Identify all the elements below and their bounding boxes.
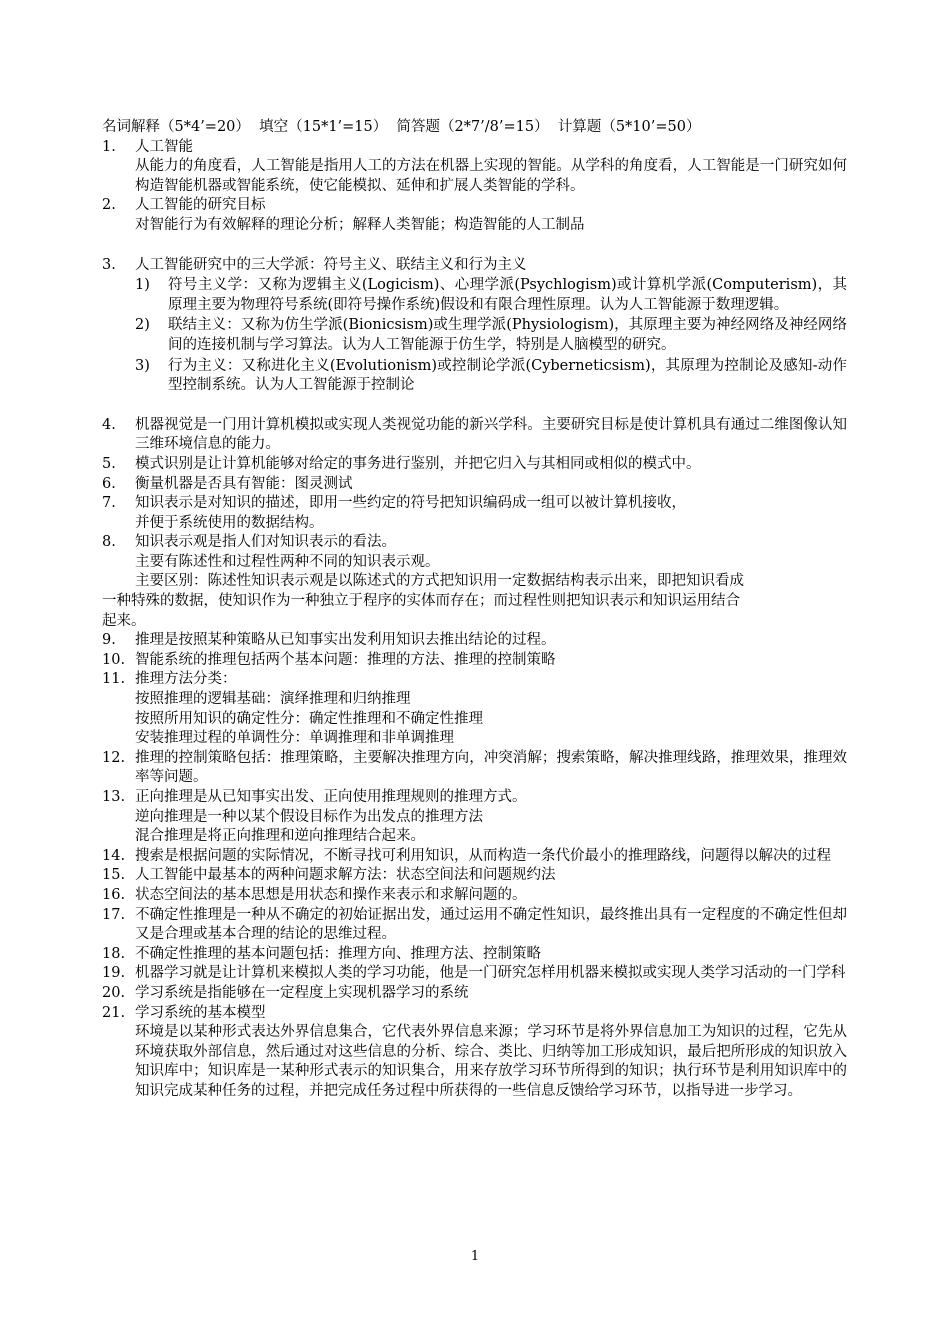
item-number: 20. bbox=[102, 984, 126, 1001]
item-title: 正向推理是从已知事实出发、正向使用推理规则的推理方式。 bbox=[135, 789, 527, 805]
item-text: 机器视觉是一门用计算机模拟或实现人类视觉功能的新兴学科。主要研究目标是使计算机具有通过二维图像认知三维环境信息的能力。 bbox=[135, 416, 847, 453]
item-text-line: 主要区别：陈述性知识表示观是以陈述式的方式把知识用一定数据结构表示出来，即把知识看成 bbox=[135, 573, 744, 590]
item-body: 环境是以某种形式表达外界信息集合，它代表外界信息来源；学习环节是将外界信息加工为知识的过程，它先从环境获取外部信息，然后通过对这些信息的分析、综合、类比、归纳等加工形成知识，最后把所形成的知识放入知识库中；知识库是一某种形式表示的知识集合，用来存放学习环节所得到的知识；执行环节是利用知识库中的知识完成某种任务的过程，并把完成任务过程中所获得的一些信息反馈给学习环节，以指导进一步学习。 bbox=[135, 1024, 847, 1099]
sub-item-text: 符号主义学：又称为逻辑主义(Logicism)、心理学派(Psychlogism)或计算机学派(Computerism)，其原理主要为物理符号系统(即符号操作系统)假设和有限合理性原理。认为人工智能源于数理逻辑。 bbox=[168, 277, 847, 313]
item-text: 搜索是根据问题的实际情况，不断寻找可利用知识，从而构造一条代价最小的推理路线，问题得以解决的过程 bbox=[135, 847, 831, 864]
item-text: 人工智能中最基本的两种问题求解方法：状态空间法和问题规约法 bbox=[135, 867, 556, 884]
item-number: 16. bbox=[102, 886, 126, 903]
list-item bbox=[102, 788, 847, 847]
item-text: 不确定性推理是一种从不确定的初始证据出发，通过运用不确定性知识，最终推出具有一定程度的不确定性但却又是合理或基本合理的结论的思维过程。 bbox=[135, 906, 847, 943]
item-text-line: 混合推理是将正向推理和逆向推理结合起来。 bbox=[135, 828, 425, 845]
sub-item-text: 行为主义：又称进化主义(Evolutionism)或控制论学派(Cyberneticsism)，其原理为控制论及感知-动作型控制系统。认为人工智能源于控制论 bbox=[168, 357, 847, 394]
item-text-line: 逆向推理是一种以某个假设目标作为出发点的推理方法 bbox=[135, 808, 483, 825]
item-text-line: 一种特殊的数据，使知识作为一种独立于程序的实体而存在；而过程性则把知识表示和知识运用结合 bbox=[102, 593, 740, 610]
item-number: 2. bbox=[102, 197, 116, 214]
sub-item-text: 联结主义：又称为仿生学派(Bionicsism)或生理学派(Physiologism)，其原理主要为神经网络及神经网络间的连接机制与学习算法。认为人工智能源于仿生学，特别是人脑模型的研究。 bbox=[168, 317, 847, 353]
sub-item bbox=[135, 276, 847, 315]
sub-item bbox=[135, 316, 847, 355]
sub-item bbox=[135, 357, 847, 396]
item-number: 21. bbox=[102, 1004, 126, 1021]
item-title: 人工智能的研究目标 bbox=[135, 197, 266, 214]
item-number: 3. bbox=[102, 256, 116, 273]
list-item bbox=[102, 455, 847, 475]
item-title: 学习系统的基本模型 bbox=[135, 1004, 266, 1021]
item-body: 对智能行为有效解释的理论分析；解释人类智能；构造智能的人工制品 bbox=[135, 216, 585, 233]
item-text-line: 按照推理的逻辑基础：演绎推理和归纳推理 bbox=[135, 691, 411, 708]
item-number: 14. bbox=[102, 847, 126, 864]
item-number: 17. bbox=[102, 906, 126, 923]
sub-item-number: 2) bbox=[135, 317, 150, 334]
list-item bbox=[102, 886, 847, 906]
item-number: 8. bbox=[102, 534, 116, 551]
list-item bbox=[102, 196, 847, 235]
item-title: 推理方法分类： bbox=[135, 671, 237, 688]
item-body: 从能力的角度看，人工智能是指用人工的方法在机器上实现的智能。从学科的角度看，人工智能是一门研究如何构造智能机器或智能系统，使它能模拟、延伸和扩展人类智能的学科。 bbox=[135, 158, 847, 194]
item-title: 人工智能 bbox=[135, 138, 193, 155]
list-item bbox=[102, 749, 847, 788]
item-text: 衡量机器是否具有智能：图灵测试 bbox=[135, 475, 353, 492]
list-item bbox=[102, 631, 847, 651]
item-number: 9. bbox=[102, 632, 116, 649]
page-number: 1 bbox=[470, 1249, 480, 1264]
item-number: 10. bbox=[102, 651, 126, 668]
item-text-line: 知识表示观是指人们对知识表示的看法。 bbox=[135, 534, 396, 551]
item-text: 推理是按照某种策略从已知事实出发利用知识去推出结论的过程。 bbox=[135, 632, 556, 649]
item-number: 6. bbox=[102, 475, 116, 492]
item-text-line: 安装推理过程的单调性分：单调推理和非单调推理 bbox=[135, 730, 454, 747]
list-item bbox=[102, 256, 847, 396]
exam-score-header: 名词解释（5*4’=20） 填空（15*1’=15） 简答题（2*7’/8’=15） 计算题（5*10’=50） bbox=[102, 119, 701, 135]
list-item bbox=[102, 945, 847, 965]
item-text-line: 知识表示是对知识的描述，即用一些约定的符号把知识编码成一组可以被计算机接收， bbox=[135, 495, 686, 512]
item-text-line: 起来。 bbox=[102, 612, 146, 629]
item-text-line: 主要有陈述性和过程性两种不同的知识表示观。 bbox=[135, 553, 440, 570]
document-body bbox=[102, 118, 847, 1102]
list-item bbox=[102, 494, 847, 533]
item-text-line: 并便于系统使用的数据结构。 bbox=[135, 514, 324, 531]
list-item bbox=[102, 984, 847, 1004]
item-title: 人工智能研究中的三大学派：符号主义、联结主义和行为主义 bbox=[135, 256, 527, 273]
item-number: 15. bbox=[102, 867, 126, 884]
list-item bbox=[102, 866, 847, 886]
item-text: 状态空间法的基本思想是用状态和操作来表示和求解问题的。 bbox=[135, 886, 527, 903]
list-item bbox=[102, 138, 847, 197]
item-number: 12. bbox=[102, 749, 126, 766]
item-text: 推理的控制策略包括：推理策略，主要解决推理方向，冲突消解；搜索策略，解决推理线路，推理效果，推理效率等问题。 bbox=[135, 749, 847, 786]
item-number: 11. bbox=[102, 671, 126, 688]
list-item bbox=[102, 651, 847, 671]
list-item bbox=[102, 670, 847, 748]
item-number: 5. bbox=[102, 455, 116, 472]
item-text-line: 按照所用知识的确定性分：确定性推理和不确定性推理 bbox=[135, 710, 483, 727]
item-number: 4. bbox=[102, 416, 116, 433]
item-text: 智能系统的推理包括两个基本问题：推理的方法、推理的控制策略 bbox=[135, 651, 556, 668]
item-text: 不确定性推理的基本问题包括：推理方向、推理方法、控制策略 bbox=[135, 945, 541, 962]
item-text: 学习系统是指能够在一定程度上实现机器学习的系统 bbox=[135, 984, 469, 1001]
item-number: 13. bbox=[102, 789, 126, 805]
item-text: 机器学习就是让计算机来模拟人类的学习功能，他是一门研究怎样用机器来模拟或实现人类学习活动的一门学科 bbox=[135, 965, 846, 982]
item-text: 模式识别是让计算机能够对给定的事务进行鉴别，并把它归入与其相同或相似的模式中。 bbox=[135, 455, 701, 472]
item-number: 7. bbox=[102, 495, 116, 512]
item-number: 1. bbox=[102, 138, 116, 155]
list-item bbox=[102, 847, 847, 867]
sub-item-number: 3) bbox=[135, 357, 150, 374]
sub-item-number: 1) bbox=[135, 277, 150, 294]
list-item bbox=[102, 533, 847, 631]
spacer bbox=[102, 236, 847, 256]
list-item bbox=[102, 906, 847, 945]
item-number: 19. bbox=[102, 965, 126, 982]
list-item bbox=[102, 416, 847, 455]
item-number: 18. bbox=[102, 945, 126, 962]
spacer bbox=[102, 396, 847, 416]
list-item bbox=[102, 1004, 847, 1102]
list-item bbox=[102, 475, 847, 495]
list-item bbox=[102, 964, 847, 984]
